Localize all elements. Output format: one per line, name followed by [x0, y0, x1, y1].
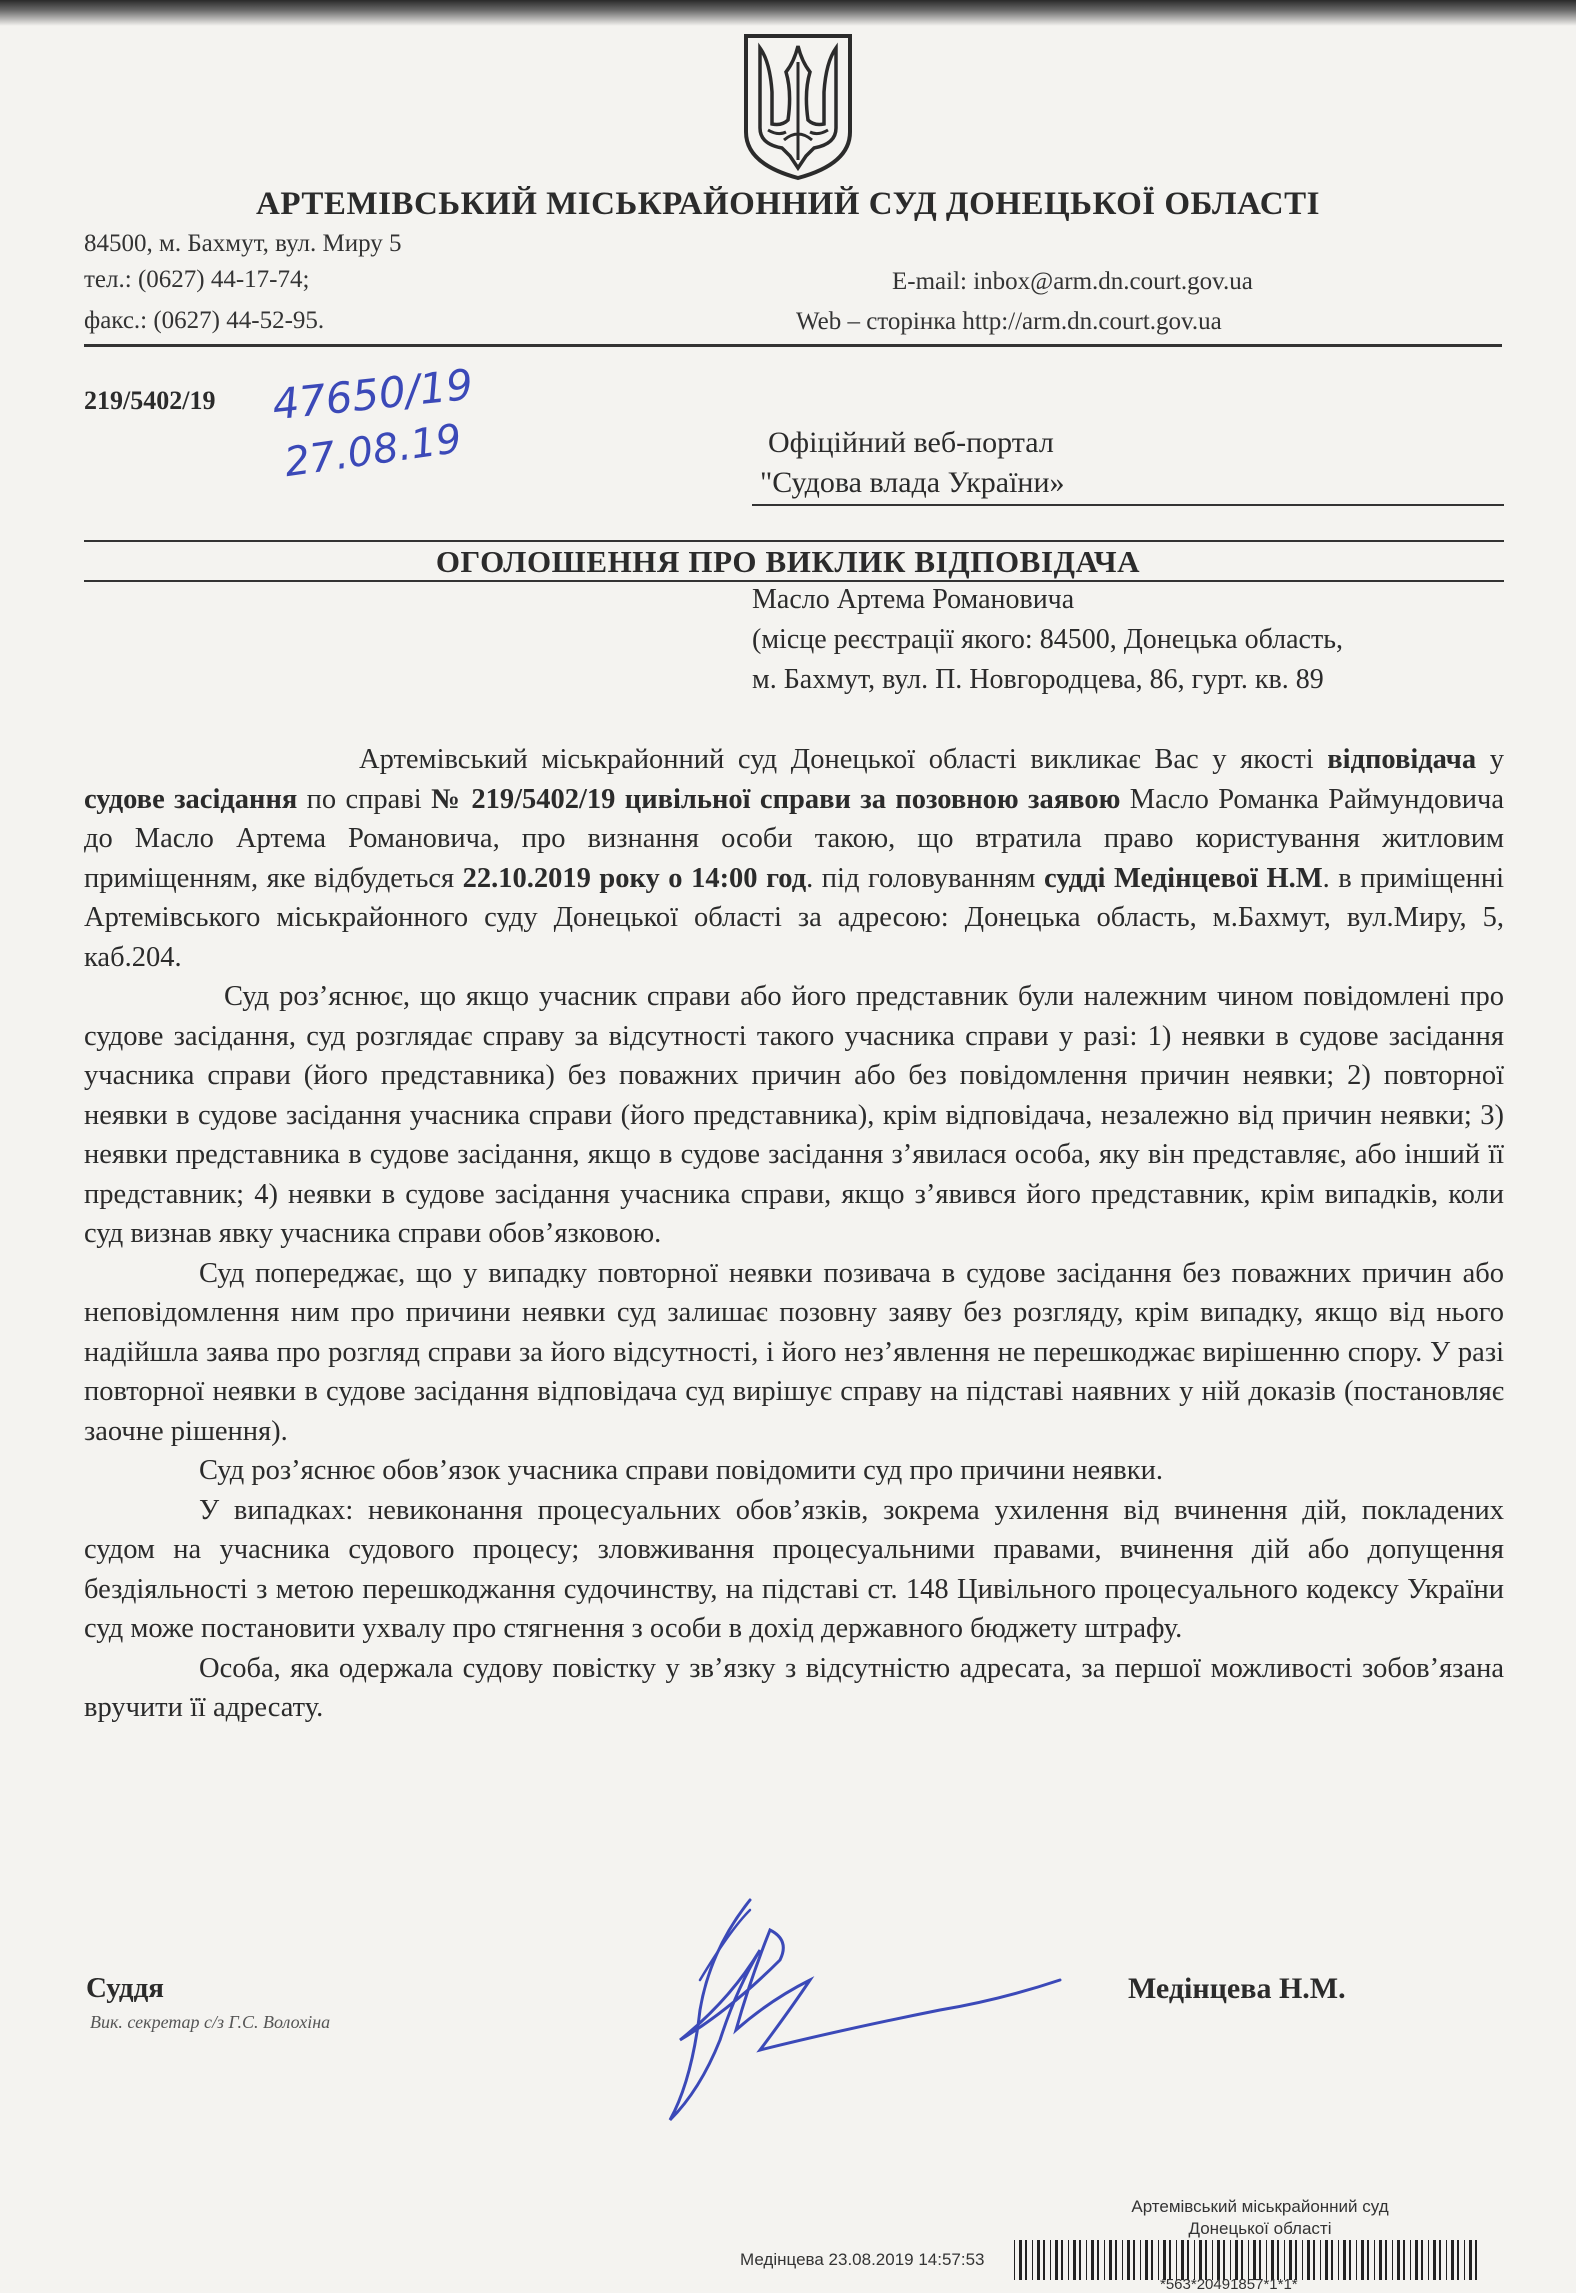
trident-emblem-icon: [738, 32, 858, 182]
court-email: E-mail: inbox@arm.dn.court.gov.ua: [892, 268, 1253, 295]
document-barcode: [1014, 2240, 1484, 2280]
body-paragraph-1: Артемівський міськрайонний суд Донецької області викликає Вас у якості відповідача у судове засідання по справі № 219/5402/19 цивільної справи за позовною заявою Масло Романка Раймундовича до Масло Артема Романовича, про визнання особи такою, що втратила право користування житловим приміщенням, яке відбудеться 22.10.2019 року о 14:00 год. під головуванням судді Медінцевої Н.М. в приміщенні Артемівського міськрайонного суду Донецької області за адресою: Донецька область, м.Бахмут, вул.Миру, 5, каб.204.: [84, 744, 1505, 973]
body-paragraph-3: Суд попереджає, що у випадку повторної неявки позивача в судове засідання без поважних причин або неповідомлення ним про причини неявки суд залишає позовну заяву без розгляду, крім випадку, якщо від нього надійшла заява про розгляд справи за його відсутності, і його нез’явлення не перешкоджає вирішенню спору. У разі повторної неявки в судове засідання відповідача суд вирішує справу на підставі наявних у ній доказів (постановляє заочне рішення).: [84, 1257, 1504, 1447]
respondent-name: Масло Артема Романовича: [752, 584, 1075, 615]
respondent-registration-2: м. Бахмут, вул. П. Новгородцева, 86, гурт. кв. 89: [752, 664, 1324, 695]
e-stamp-court: [1010, 2196, 1510, 2240]
secretary-note: Вик. секретар с/з Г.С. Волохіна: [90, 2012, 331, 2032]
body-paragraph-5: У випадках: невиконання процесуальних обов’язків, зокрема ухилення від вчинення дій, покладених судом на учасника судового процесу; зловживання процесуальними правами, вчинення дій або допущення бездіяльності з метою перешкоджання судочинству, на підставі ст. 148 Цивільного процесуального кодексу України суд може постановити ухвалу про стягнення з особи в дохід державного бюджету штрафу.: [84, 1494, 1504, 1644]
e-stamp-court-line-1: Артемівський міськрайонний суд: [1131, 2197, 1389, 2216]
notice-heading: ОГОЛОШЕННЯ ПРО ВИКЛИК ВІДПОВІДАЧА: [435, 544, 1141, 579]
recipient-underline: [752, 504, 1504, 506]
court-name: АРТЕМІВСЬКИЙ МІСЬКРАЙОННИЙ СУД ДОНЕЦЬКОЇ ОБЛАСТІ: [256, 186, 1320, 222]
judge-signature: [640, 1890, 1080, 2140]
notice-body: [84, 740, 1504, 1728]
court-fax: факс.: (0627) 44-52-95.: [84, 307, 325, 334]
barcode-text: *563*20491857*1*1*: [1160, 2276, 1298, 2293]
court-phone: тел.: (0627) 44-17-74;: [84, 266, 310, 293]
scan-edge-shadow: [0, 0, 1576, 26]
e-stamp-court-line-2: Донецької області: [1188, 2219, 1332, 2238]
recipient-line-1: Офіційний веб-портал: [768, 426, 1054, 459]
body-paragraph-6: Особа, яка одержала судову повістку у зв’язку з відсутністю адресата, за першої можливості зобов’язана вручити її адресату.: [84, 1652, 1504, 1723]
judge-name: Медінцева Н.М.: [1128, 1972, 1346, 2005]
heading-rule-top: [84, 540, 1504, 542]
body-paragraph-4: Суд роз’яснює обов’язок учасника справи повідомити суд про причини неявки.: [199, 1455, 1163, 1486]
e-stamp-meta: Медінцева 23.08.2019 14:57:53: [740, 2250, 985, 2269]
court-address: 84500, м. Бахмут, вул. Миру 5: [84, 230, 402, 257]
body-paragraph-2: Суд роз’яснює, що якщо учасник справи або його представник були належним чином повідомлені про судове засідання, суд розглядає справу за відсутності такого учасника справи у разі: 1) неявки в судове засідання учасника справи (його представника) без поважних причин або без повідомлення причин неявки; 2) повторної неявки в судове засідання учасника справи (його представника), крім відповідача, незалежно від причин неявки; 3) неявки представника в судове засідання, якщо в судове засідання з’явилася особа, яку він представляє, або інший її представник; 4) неявки в судове засідання учасника справи, якщо з’явився його представник, крім випадків, коли суд визнав явку учасника справи обов’язковою.: [84, 981, 1504, 1249]
header-divider: [84, 344, 1502, 347]
case-number: 219/5402/19: [84, 386, 216, 415]
judge-label: Суддя: [86, 1972, 164, 2004]
heading-rule-bottom: [84, 580, 1504, 582]
handwritten-reg-date: 27.08.19: [281, 415, 465, 487]
respondent-registration-1: (місце реєстрації якого: 84500, Донецька область,: [752, 624, 1343, 655]
court-web: Web – сторінка http://arm.dn.court.gov.ua: [796, 308, 1222, 335]
handwritten-reg-number: 47650/19: [269, 359, 476, 430]
recipient-line-2: "Судова влада України»: [760, 466, 1065, 499]
